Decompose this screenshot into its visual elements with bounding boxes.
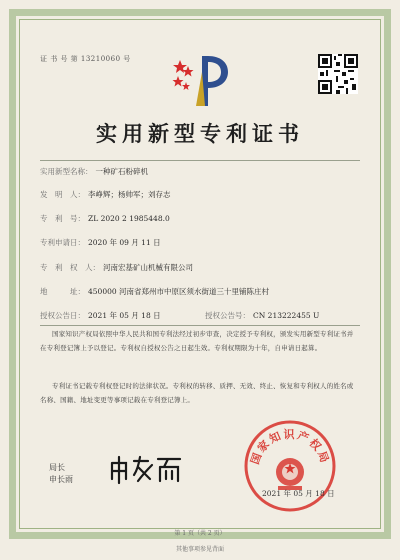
field-patent-number: 专 利 号： ZL 2020 2 1985448.0 <box>40 214 170 223</box>
field-utility-model-name: 实用新型名称： 一种矿石粉碎机 <box>40 167 148 176</box>
seal-date: 2021 年 05 月 18 日 <box>262 489 335 498</box>
certificate-title: 实用新型专利证书 <box>96 121 304 146</box>
page-indicator: 第 1 页（共 2 页） <box>174 530 226 537</box>
legal-status-paragraph: 专利证书记载专利权登记时的法律状况。专利权的转移、质押、无效、终止、恢复和专利权人的姓名或名称、国籍、地址变更等事项记载在专利登记簿上。 <box>40 382 354 404</box>
field-inventors: 发 明 人： 李峥辉；杨帅军；刘存志 <box>40 190 171 199</box>
certificate-number: 证 书 号 第 13210060 号 <box>40 55 131 63</box>
field-address: 地 址： 450000 河南省郑州市中原区须水街道三十里铺陈庄村 <box>40 287 270 296</box>
director-signature-icon <box>108 455 188 485</box>
divider <box>40 160 360 161</box>
back-notes-reference: 其他事项参见背面 <box>175 546 224 553</box>
svg-text:国家知识产权局: 国家知识产权局 <box>248 428 332 467</box>
director-name-label: 申长雨 <box>49 475 73 484</box>
patent-office-emblem-icon <box>172 52 230 110</box>
field-grant-date: 授权公告日： 2021 年 05 月 18 日 <box>40 311 161 320</box>
director-label: 局长 <box>49 463 65 472</box>
field-announcement-number: 授权公告号： CN 213222455 U <box>205 311 320 320</box>
divider <box>40 325 360 326</box>
grant-statement-paragraph: 国家知识产权局依照中华人民共和国专利法经过初步审查，决定授予专利权，颁发实用新型专利证书并在专利登记簿上予以登记。专利权自授权公告之日起生效。专利权期限为十年，自申请日起算。 <box>40 330 354 352</box>
qr-code-icon <box>318 54 358 94</box>
field-patentee: 专 利 权 人： 河南宏基矿山机械有限公司 <box>40 263 193 272</box>
field-application-date: 专利申请日： 2020 年 09 月 11 日 <box>40 238 161 247</box>
official-seal-icon <box>240 416 340 516</box>
